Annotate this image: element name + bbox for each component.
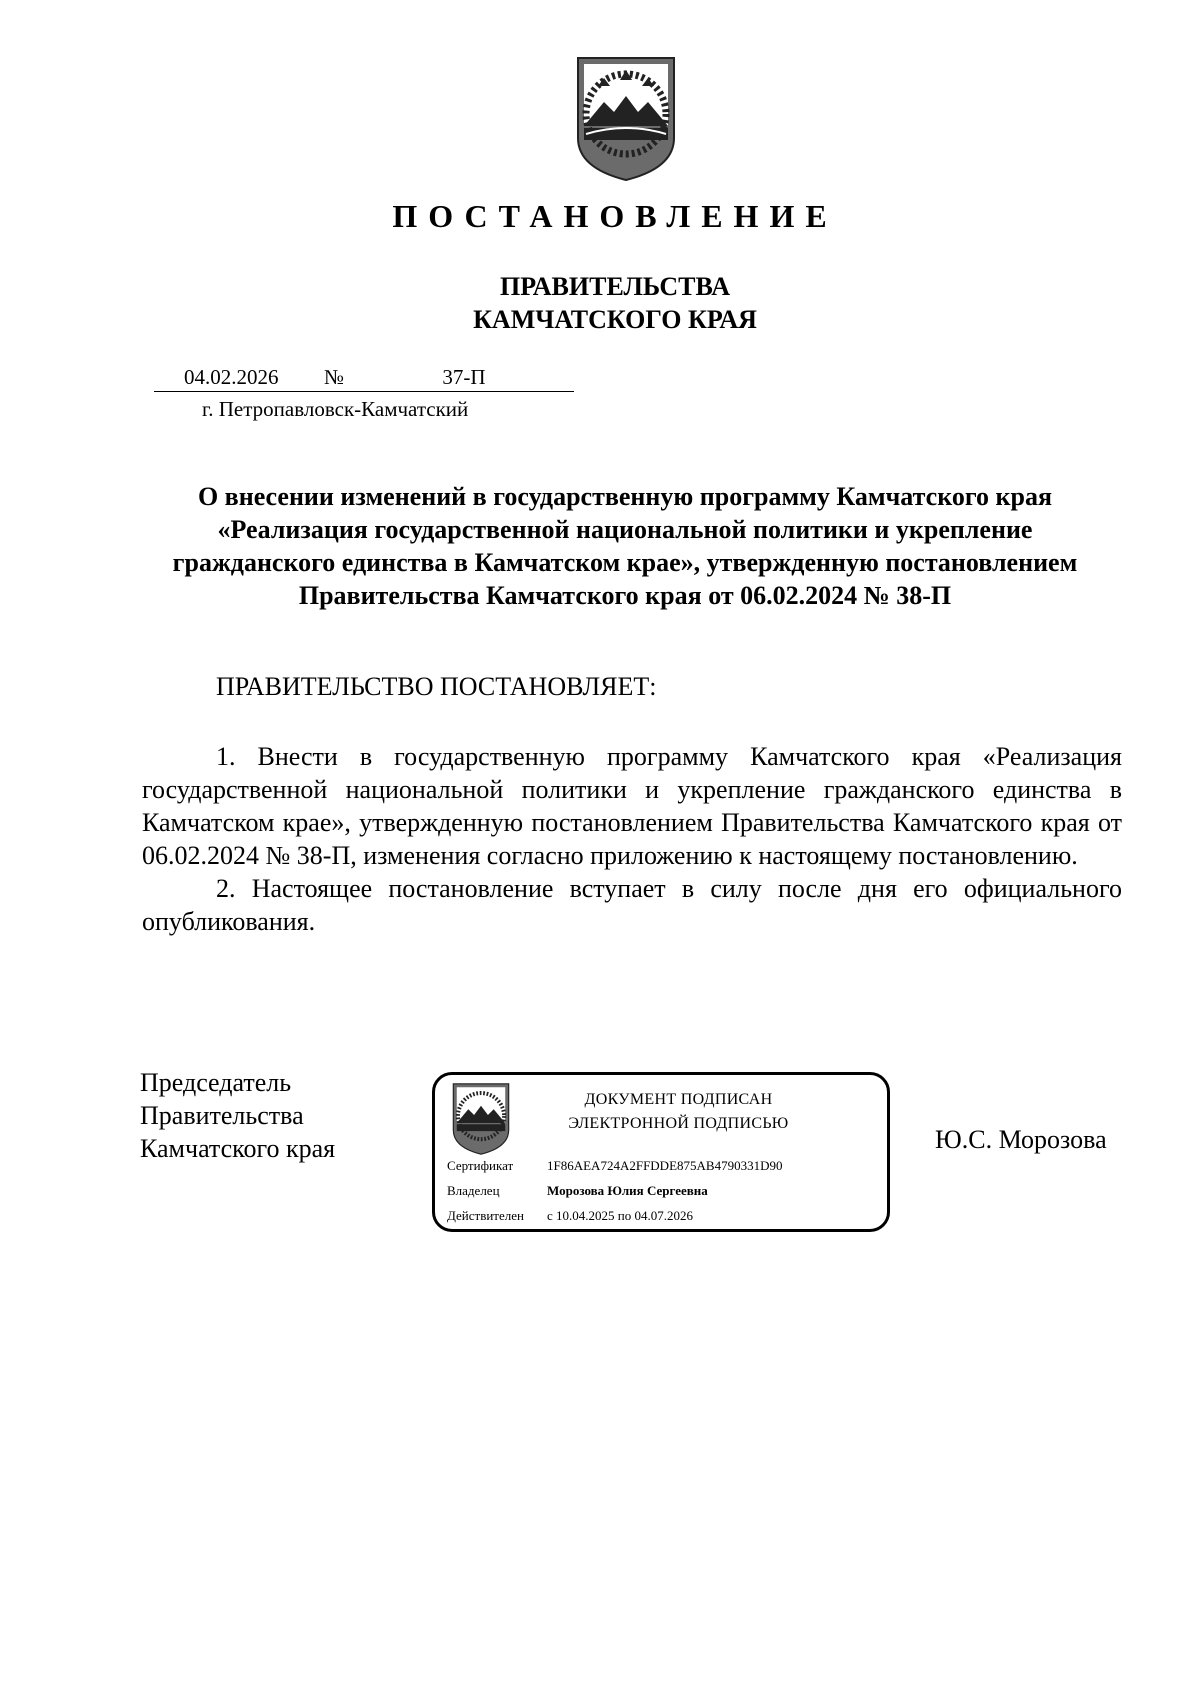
issuer-title	[0, 270, 1200, 336]
kamchatka-coat-of-arms-icon	[574, 56, 678, 182]
signer-position-line-1: Председатель	[140, 1068, 292, 1097]
document-subject: О внесении изменений в государственную программу Камчатского края «Реализация государственной национальной политики и укрепление гражданского единства в Камчатском крае», утвержденную постановлением Правительства Камчатского края от 06.02.2024 № 38-П	[172, 482, 1078, 610]
stamp-certificate-row	[447, 1158, 782, 1174]
registration-date: 04.02.2026	[154, 365, 324, 392]
signer-name: Ю.С. Морозова	[935, 1125, 1107, 1154]
paragraph-2: 2. Настоящее постановление вступает в силу после дня его официального опубликования.	[142, 874, 1122, 936]
owner-value: Морозова Юлия Сергеевна	[547, 1183, 708, 1198]
signer-position	[140, 1066, 335, 1165]
stamp-validity-row	[447, 1208, 693, 1224]
document-body	[142, 740, 1122, 938]
issuing-city: г. Петропавловск-Камчатский	[202, 397, 469, 421]
validity-value: с 10.04.2025 по 04.07.2026	[547, 1208, 693, 1223]
registration-line	[154, 365, 574, 392]
signer-position-line-2: Правительства	[140, 1101, 304, 1130]
validity-label: Действителен	[447, 1208, 524, 1223]
issuer-line-2: КАМЧАТСКОГО КРАЯ	[473, 305, 757, 334]
e-signature-stamp	[432, 1072, 890, 1232]
certificate-value: 1F86AEA724A2FFDDE875AB4790331D90	[547, 1158, 783, 1173]
registration-number: 37-П	[354, 365, 574, 392]
stamp-title	[435, 1088, 887, 1136]
document-type-title: ПОСТАНОВЛЕНИЕ	[392, 198, 838, 234]
stamp-title-line-2: ЭЛЕКТРОННОЙ ПОДПИСЬЮ	[568, 1115, 789, 1132]
certificate-label: Сертификат	[447, 1158, 514, 1173]
issuer-line-1: ПРАВИТЕЛЬСТВА	[500, 272, 730, 301]
owner-label: Владелец	[447, 1183, 500, 1198]
paragraph-1: 1. Внести в государственную программу Камчатского края «Реализация государственной национальной политики и укрепление гражданского единства в Камчатском крае», утвержденную постановлением Правительства Камчатского края от 06.02.2024 № 38-П, изменения согласно приложению к настоящему постановлению.	[142, 742, 1122, 870]
decree-heading: ПРАВИТЕЛЬСТВО ПОСТАНОВЛЯЕТ:	[216, 672, 657, 701]
stamp-owner-row	[447, 1183, 708, 1199]
signer-position-line-3: Камчатского края	[140, 1134, 336, 1163]
stamp-title-line-1: ДОКУМЕНТ ПОДПИСАН	[584, 1091, 773, 1108]
number-sign: №	[324, 365, 354, 392]
